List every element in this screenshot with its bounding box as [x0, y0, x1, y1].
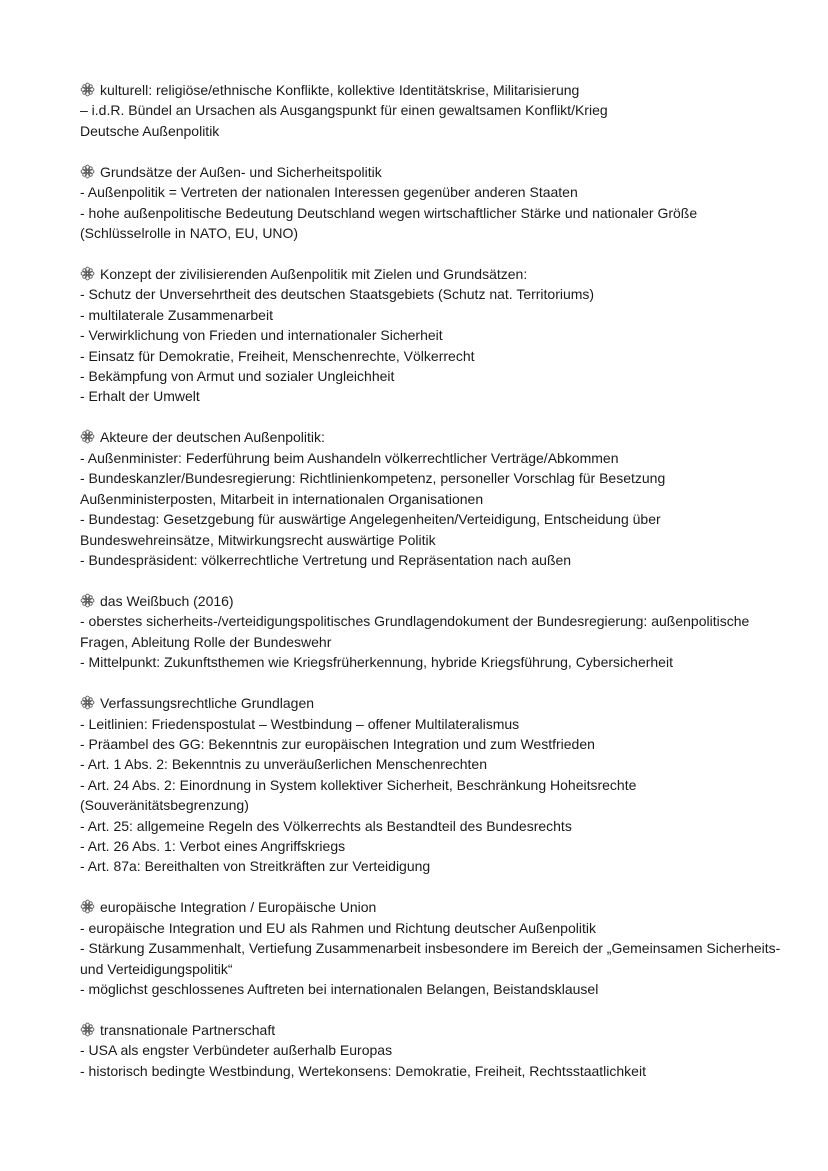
note-line: - Stärkung Zusammenhalt, Vertiefung Zusammenarbeit insbesondere im Bereich der „Gemeinsamen Sicherheits- und Verteidigungspolitik“ [80, 940, 781, 977]
note-section [80, 591, 788, 673]
note-line: - Bundeskanzler/Bundesregierung: Richtlinienkompetenz, personeller Vorschlag für Besetzung Außenministerposten, Mitarbeit in internationalen Organisationen [80, 470, 666, 507]
note-line: - multilaterale Zusammenarbeit [80, 306, 273, 323]
note-line: - Mittelpunkt: Zukunftsthemen wie Kriegsfrüherkennung, hybride Kriegsführung, Cybersicherheit [80, 654, 673, 671]
section-heading [80, 162, 788, 182]
note-line: - Art. 1 Abs. 2: Bekenntnis zu unveräußerlichen Menschenrechten [80, 756, 488, 773]
section-heading-text: kulturell: religiöse/ethnische Konflikte, kollektive Identitätskrise, Militarisierung [100, 82, 580, 98]
note-section [80, 427, 788, 570]
flower-bullet-icon [80, 593, 95, 608]
section-heading-text: europäische Integration / Europäische Union [100, 899, 377, 916]
note-line: - Erhalt der Umwelt [80, 388, 200, 405]
section-heading [80, 693, 788, 713]
note-line: - USA als engster Verbündeter außerhalb Europas [80, 1042, 393, 1059]
section-heading [80, 427, 788, 447]
note-line: - Präambel des GG: Bekenntnis zur europäischen Integration und zum Westfrieden [80, 735, 595, 752]
section-heading-text: Verfassungsrechtliche Grundlagen [100, 695, 315, 712]
flower-bullet-icon [80, 899, 95, 914]
flower-bullet-icon [80, 266, 95, 281]
note-line: - europäische Integration und EU als Rahmen und Richtung deutscher Außenpolitik [80, 919, 596, 936]
note-line: - Außenminister: Federführung beim Aushandeln völkerrechtlicher Verträge/Abkommen [80, 449, 619, 466]
note-section [80, 693, 788, 877]
section-heading [80, 80, 788, 100]
flower-bullet-icon [80, 429, 95, 444]
note-section [80, 897, 788, 999]
note-section [80, 80, 788, 141]
note-line: – i.d.R. Bündel an Ursachen als Ausgangspunkt für einen gewaltsamen Konflikt/Krieg [80, 102, 608, 119]
note-line: - hohe außenpolitische Bedeutung Deutschland wegen wirtschaftlicher Stärke und nationaler Größe (Schlüsselrolle in NATO, EU, UNO) [80, 204, 698, 242]
section-heading-text: Konzept der zivilisierenden Außenpolitik mit Zielen und Grundsätzen: [100, 266, 528, 283]
section-heading [80, 897, 788, 917]
note-line: - Bundestag: Gesetzgebung für auswärtige Angelegenheiten/Verteidigung, Entscheidung über Bundeswehreinsätze, Mitwirkungsrecht auswärtige Politik [80, 511, 661, 548]
note-line: - Leitlinien: Friedenspostulat – Westbindung – offener Multilateralismus [80, 715, 520, 732]
note-line: - Art. 25: allgemeine Regeln des Völkerrechts als Bestandteil des Bundesrechts [80, 817, 572, 834]
note-line: - Art. 24 Abs. 2: Einordnung in System kollektiver Sicherheit, Beschränkung Hoheitsrechte (Souveränitätsbegrenzung) [80, 776, 637, 814]
note-section [80, 162, 788, 244]
flower-bullet-icon [80, 82, 95, 97]
note-section [80, 264, 788, 407]
note-line: - möglichst geschlossenes Auftreten bei internationalen Belangen, Beistandsklausel [80, 981, 599, 997]
flower-bullet-icon [80, 164, 95, 179]
flower-bullet-icon [80, 695, 95, 710]
note-line: - Schutz der Unversehrtheit des deutschen Staatsgebiets (Schutz nat. Territoriums) [80, 286, 595, 303]
note-line: - Art. 87a: Bereithalten von Streitkräften zur Verteidigung [80, 858, 431, 875]
section-heading [80, 591, 788, 611]
section-heading-text: Grundsätze der Außen- und Sicherheitspolitik [100, 163, 382, 180]
note-line: Deutsche Außenpolitik [80, 122, 220, 139]
section-heading [80, 1020, 788, 1040]
note-line: - Außenpolitik = Vertreten der nationalen Interessen gegenüber anderen Staaten [80, 184, 578, 201]
note-line: - Bekämpfung von Armut und sozialer Ungleichheit [80, 368, 395, 385]
note-line: - oberstes sicherheits-/verteidigungspolitisches Grundlagendokument der Bundesregierung: außenpolitische Fragen, Ableitung Rolle der Bundeswehr [80, 613, 750, 650]
section-heading-text: Akteure der deutschen Außenpolitik: [100, 429, 325, 446]
note-line: - historisch bedingte Westbindung, Wertekonsens: Demokratie, Freiheit, Rechtsstaatlichkeit [80, 1062, 646, 1079]
note-section [80, 1020, 788, 1081]
section-heading-text: das Weißbuch (2016) [100, 592, 234, 609]
section-heading [80, 264, 788, 284]
note-line: - Verwirklichung von Frieden und internationaler Sicherheit [80, 327, 443, 344]
note-line: - Art. 26 Abs. 1: Verbot eines Angriffskriegs [80, 837, 346, 854]
section-heading-text: transnationale Partnerschaft [100, 1022, 276, 1038]
notes-body [80, 80, 788, 1081]
flower-bullet-icon [80, 1022, 95, 1037]
note-line: - Einsatz für Demokratie, Freiheit, Menschenrechte, Völkerrecht [80, 347, 475, 364]
note-line: - Bundespräsident: völkerrechtliche Vertretung und Repräsentation nach außen [80, 551, 572, 568]
